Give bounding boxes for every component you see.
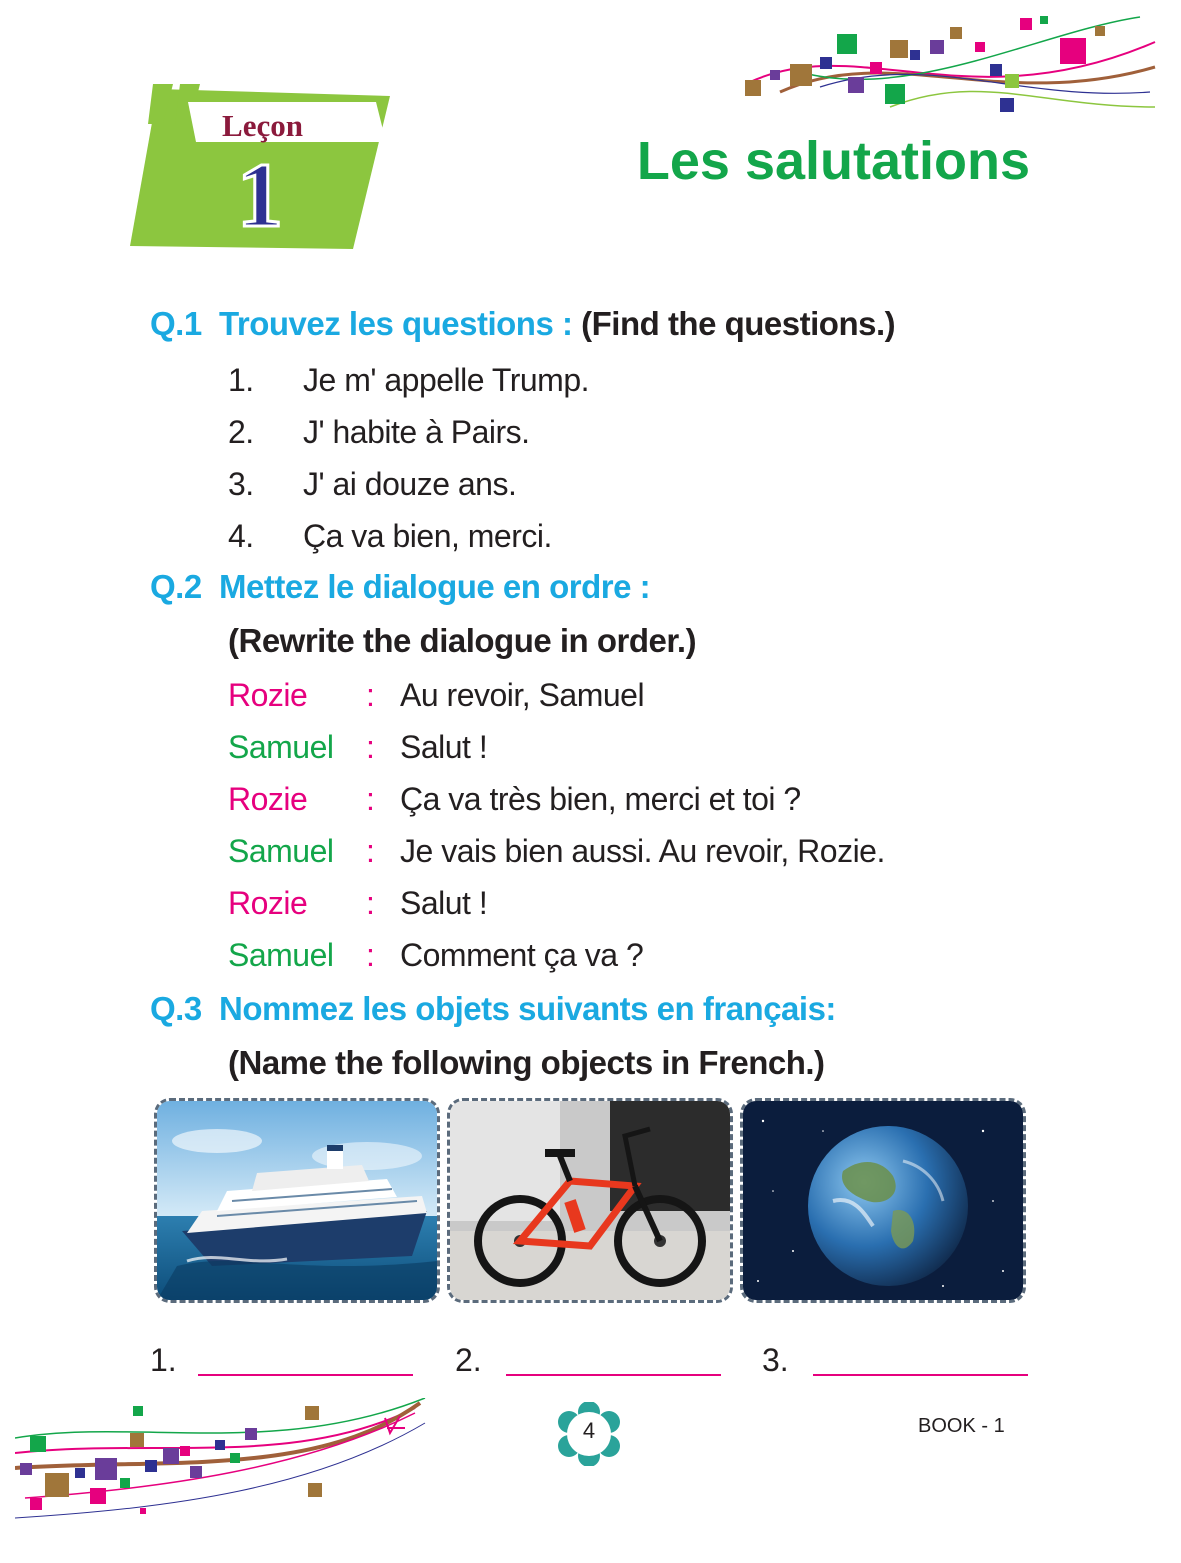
answer-line-3[interactable]	[813, 1374, 1028, 1376]
q1-item: 3. J' ai douze ans.	[228, 466, 517, 502]
q1-number: Q.1	[150, 305, 202, 342]
answer-number: 3.	[762, 1342, 789, 1378]
answer-line-1[interactable]	[198, 1374, 413, 1376]
q2-title-fr: Mettez le dialogue en ordre :	[219, 568, 651, 605]
q1-item: 4. Ça va bien, merci.	[228, 518, 552, 554]
answer-line-2[interactable]	[506, 1374, 721, 1376]
dialogue-line: Rozie : Salut !	[228, 885, 488, 921]
answer-number: 2.	[455, 1342, 482, 1378]
top-decoration	[740, 12, 1160, 117]
bicycle-image	[447, 1098, 733, 1303]
q1-heading	[150, 305, 895, 343]
dialogue-line: Samuel : Je vais bien aussi. Au revoir, Rozie.	[228, 833, 885, 869]
dialogue-line: Samuel : Comment ça va ?	[228, 937, 644, 973]
q3-title-en: (Name the following objects in French.)	[228, 1044, 825, 1081]
q3-title-fr: Nommez les objets suivants en français:	[219, 990, 836, 1027]
ship-image	[154, 1098, 440, 1303]
q1-title-en: (Find the questions.)	[581, 305, 896, 342]
q1-item: 2. J' habite à Pairs.	[228, 414, 530, 450]
dialogue-line: Rozie : Au revoir, Samuel	[228, 677, 645, 713]
q1-title-fr: Trouvez les questions :	[219, 305, 573, 342]
dialogue-line: Samuel : Salut !	[228, 729, 488, 765]
page-number: 4	[582, 1418, 596, 1443]
q1-item: 1. Je m' appelle Trump.	[228, 362, 590, 398]
earth-image	[740, 1098, 1026, 1303]
q2-number: Q.2	[150, 568, 202, 605]
answer-number: 1.	[150, 1342, 177, 1378]
q3-number: Q.3	[150, 990, 202, 1027]
lesson-label: Leçon	[222, 108, 303, 143]
q2-heading	[150, 568, 650, 606]
lesson-number: 1	[237, 144, 283, 246]
dialogue-line: Rozie : Ça va très bien, merci et toi ?	[228, 781, 801, 817]
q2-title-en: (Rewrite the dialogue in order.)	[228, 622, 697, 659]
bottom-decoration	[15, 1398, 435, 1540]
page-title: Les salutations	[636, 131, 1030, 191]
book-label: BOOK - 1	[918, 1415, 1005, 1437]
q3-heading	[150, 990, 836, 1028]
